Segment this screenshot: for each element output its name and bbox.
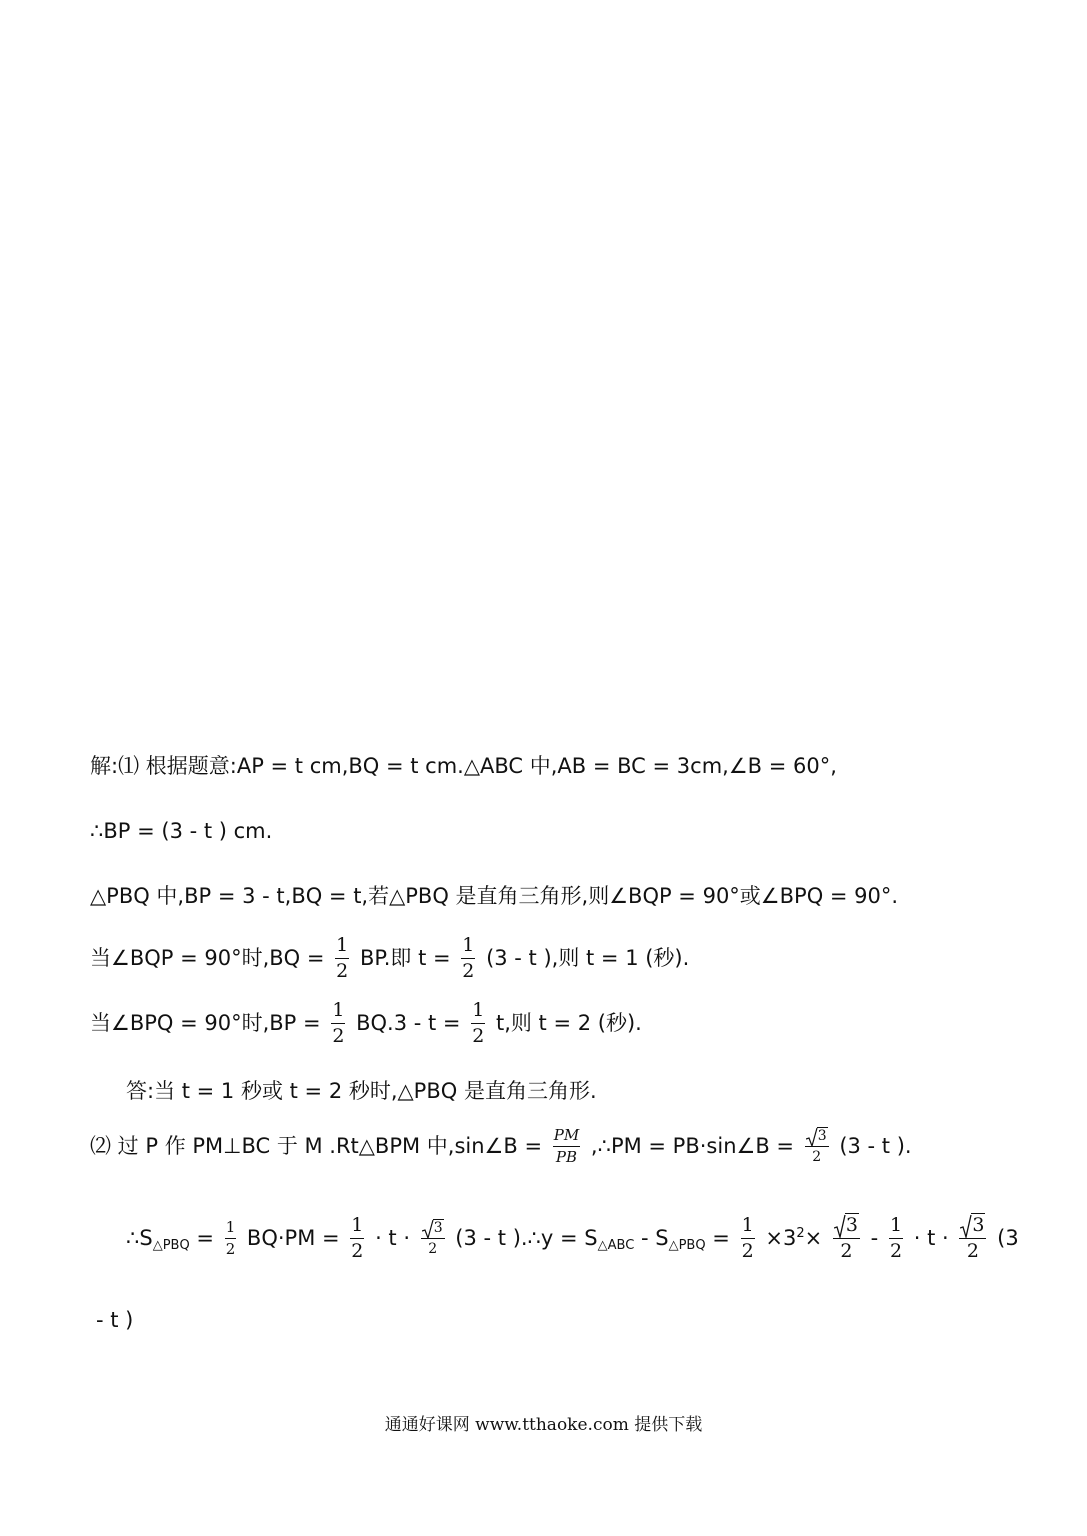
part2-line [90, 1128, 912, 1166]
area-text-k: · t · [913, 1225, 949, 1250]
frac-num: PM [553, 1128, 580, 1147]
answer-line: 答:当 t = 1 秒或 t = 2 秒时,△PBQ 是直角三角形. [126, 1079, 597, 1103]
area-text-b: = [196, 1225, 214, 1250]
area-text-j: - [870, 1225, 879, 1250]
frac-den: 2 [336, 959, 349, 982]
area-text-a: ∴S [126, 1225, 153, 1250]
frac-den: 2 [332, 1024, 345, 1047]
radicand: 3 [845, 1214, 858, 1236]
frac-num: 1 [335, 936, 349, 959]
line4-text-c: (3 - t ),则 t = 1 (秒). [486, 945, 690, 970]
area-text-g: = [712, 1225, 730, 1250]
frac-den: 2 [840, 1239, 853, 1262]
frac-num: 1 [331, 1001, 345, 1024]
line5-text-b: BQ.3 - t = [356, 1010, 461, 1035]
part2-text-c: (3 - t ). [839, 1133, 912, 1158]
frac-num: 1 [225, 1220, 237, 1239]
frac-num: 1 [350, 1216, 364, 1239]
line5-text-a: 当∠BPQ = 90°时,BP = [90, 1010, 321, 1035]
radicand: 3 [972, 1214, 985, 1236]
part2-text-b: ,∴PM = PB·sin∠B = [590, 1133, 795, 1158]
frac-den: 2 [741, 1239, 754, 1262]
area-text-h: ×3 [765, 1225, 797, 1250]
fraction-one-half [331, 1001, 345, 1047]
continuation-line: - t ) [96, 1308, 134, 1332]
fraction-one-half [889, 1216, 903, 1262]
frac-num [805, 1129, 829, 1147]
fraction-one-half [350, 1216, 364, 1262]
frac-den: 2 [812, 1148, 822, 1165]
subscript-pbq: △PBQ [668, 1237, 706, 1253]
frac-den: 2 [351, 1239, 364, 1262]
sqrt-symbol [960, 1216, 985, 1236]
solution-line-2: ∴BP = (3 - t ) cm. [90, 819, 273, 843]
fraction-sqrt3-over-2 [805, 1129, 829, 1164]
area-text-l: (3 [997, 1225, 1019, 1250]
solution-line-1: 解:⑴ 根据题意:AP = t cm,BQ = t cm.△ABC 中,AB = BC = 3cm,∠B = 60°, [90, 754, 837, 778]
frac-den: 2 [889, 1239, 903, 1262]
frac-den: 2 [966, 1239, 979, 1262]
frac-den: 2 [428, 1240, 438, 1257]
fraction-one-half [461, 936, 475, 982]
area-text-c: BQ·PM = [246, 1225, 340, 1250]
fraction-pm-over-pb [553, 1128, 580, 1166]
line4-text-b: BP.即 t = [359, 945, 451, 970]
fraction-one-half [741, 1216, 755, 1262]
fraction-one-half [471, 1001, 485, 1047]
sqrt-symbol [806, 1129, 828, 1144]
radicand: 3 [817, 1128, 827, 1145]
frac-num: 1 [471, 1001, 485, 1024]
fraction-sqrt3-over-2 [421, 1221, 445, 1256]
frac-den: PB [555, 1147, 578, 1166]
solution-line-5 [90, 1001, 642, 1047]
frac-num [833, 1216, 860, 1239]
area-text-i: × [804, 1225, 823, 1250]
fraction-sqrt3-over-2 [959, 1216, 986, 1262]
sqrt-symbol [422, 1221, 444, 1236]
superscript-2: 2 [796, 1225, 805, 1241]
line4-text-a: 当∠BQP = 90°时,BQ = [90, 945, 325, 970]
fraction-sqrt3-over-2 [833, 1216, 860, 1262]
solution-line-4 [90, 936, 689, 982]
footer-download-note: 通通好课网 www.tthaoke.com 提供下载 [384, 1415, 703, 1435]
frac-num: 1 [741, 1216, 755, 1239]
solution-line-3: △PBQ 中,BP = 3 - t,BQ = t,若△PBQ 是直角三角形,则∠BQP = 90°或∠BPQ = 90°. [90, 884, 899, 908]
frac-den: 2 [225, 1239, 236, 1258]
radicand: 3 [433, 1220, 443, 1237]
part2-text-a: ⑵ 过 P 作 PM⊥BC 于 M .Rt△BPM 中,sin∠B = [90, 1133, 543, 1158]
subscript-pbq: △PBQ [152, 1237, 190, 1253]
subscript-abc: △ABC [597, 1237, 635, 1253]
frac-den: 2 [462, 959, 475, 982]
area-text-e: (3 - t ).∴y = S [455, 1225, 598, 1250]
frac-den: 2 [472, 1024, 485, 1047]
frac-num: 1 [889, 1216, 903, 1239]
fraction-one-half [335, 936, 349, 982]
area-line [126, 1216, 1019, 1262]
frac-num: 1 [461, 936, 475, 959]
area-text-f: - S [640, 1225, 669, 1250]
line5-text-c: t,则 t = 2 (秒). [495, 1010, 642, 1035]
frac-num [959, 1216, 986, 1239]
area-text-d: · t · [375, 1225, 410, 1250]
fraction-one-half [225, 1220, 237, 1258]
frac-num [421, 1221, 445, 1239]
sqrt-symbol [834, 1216, 859, 1236]
